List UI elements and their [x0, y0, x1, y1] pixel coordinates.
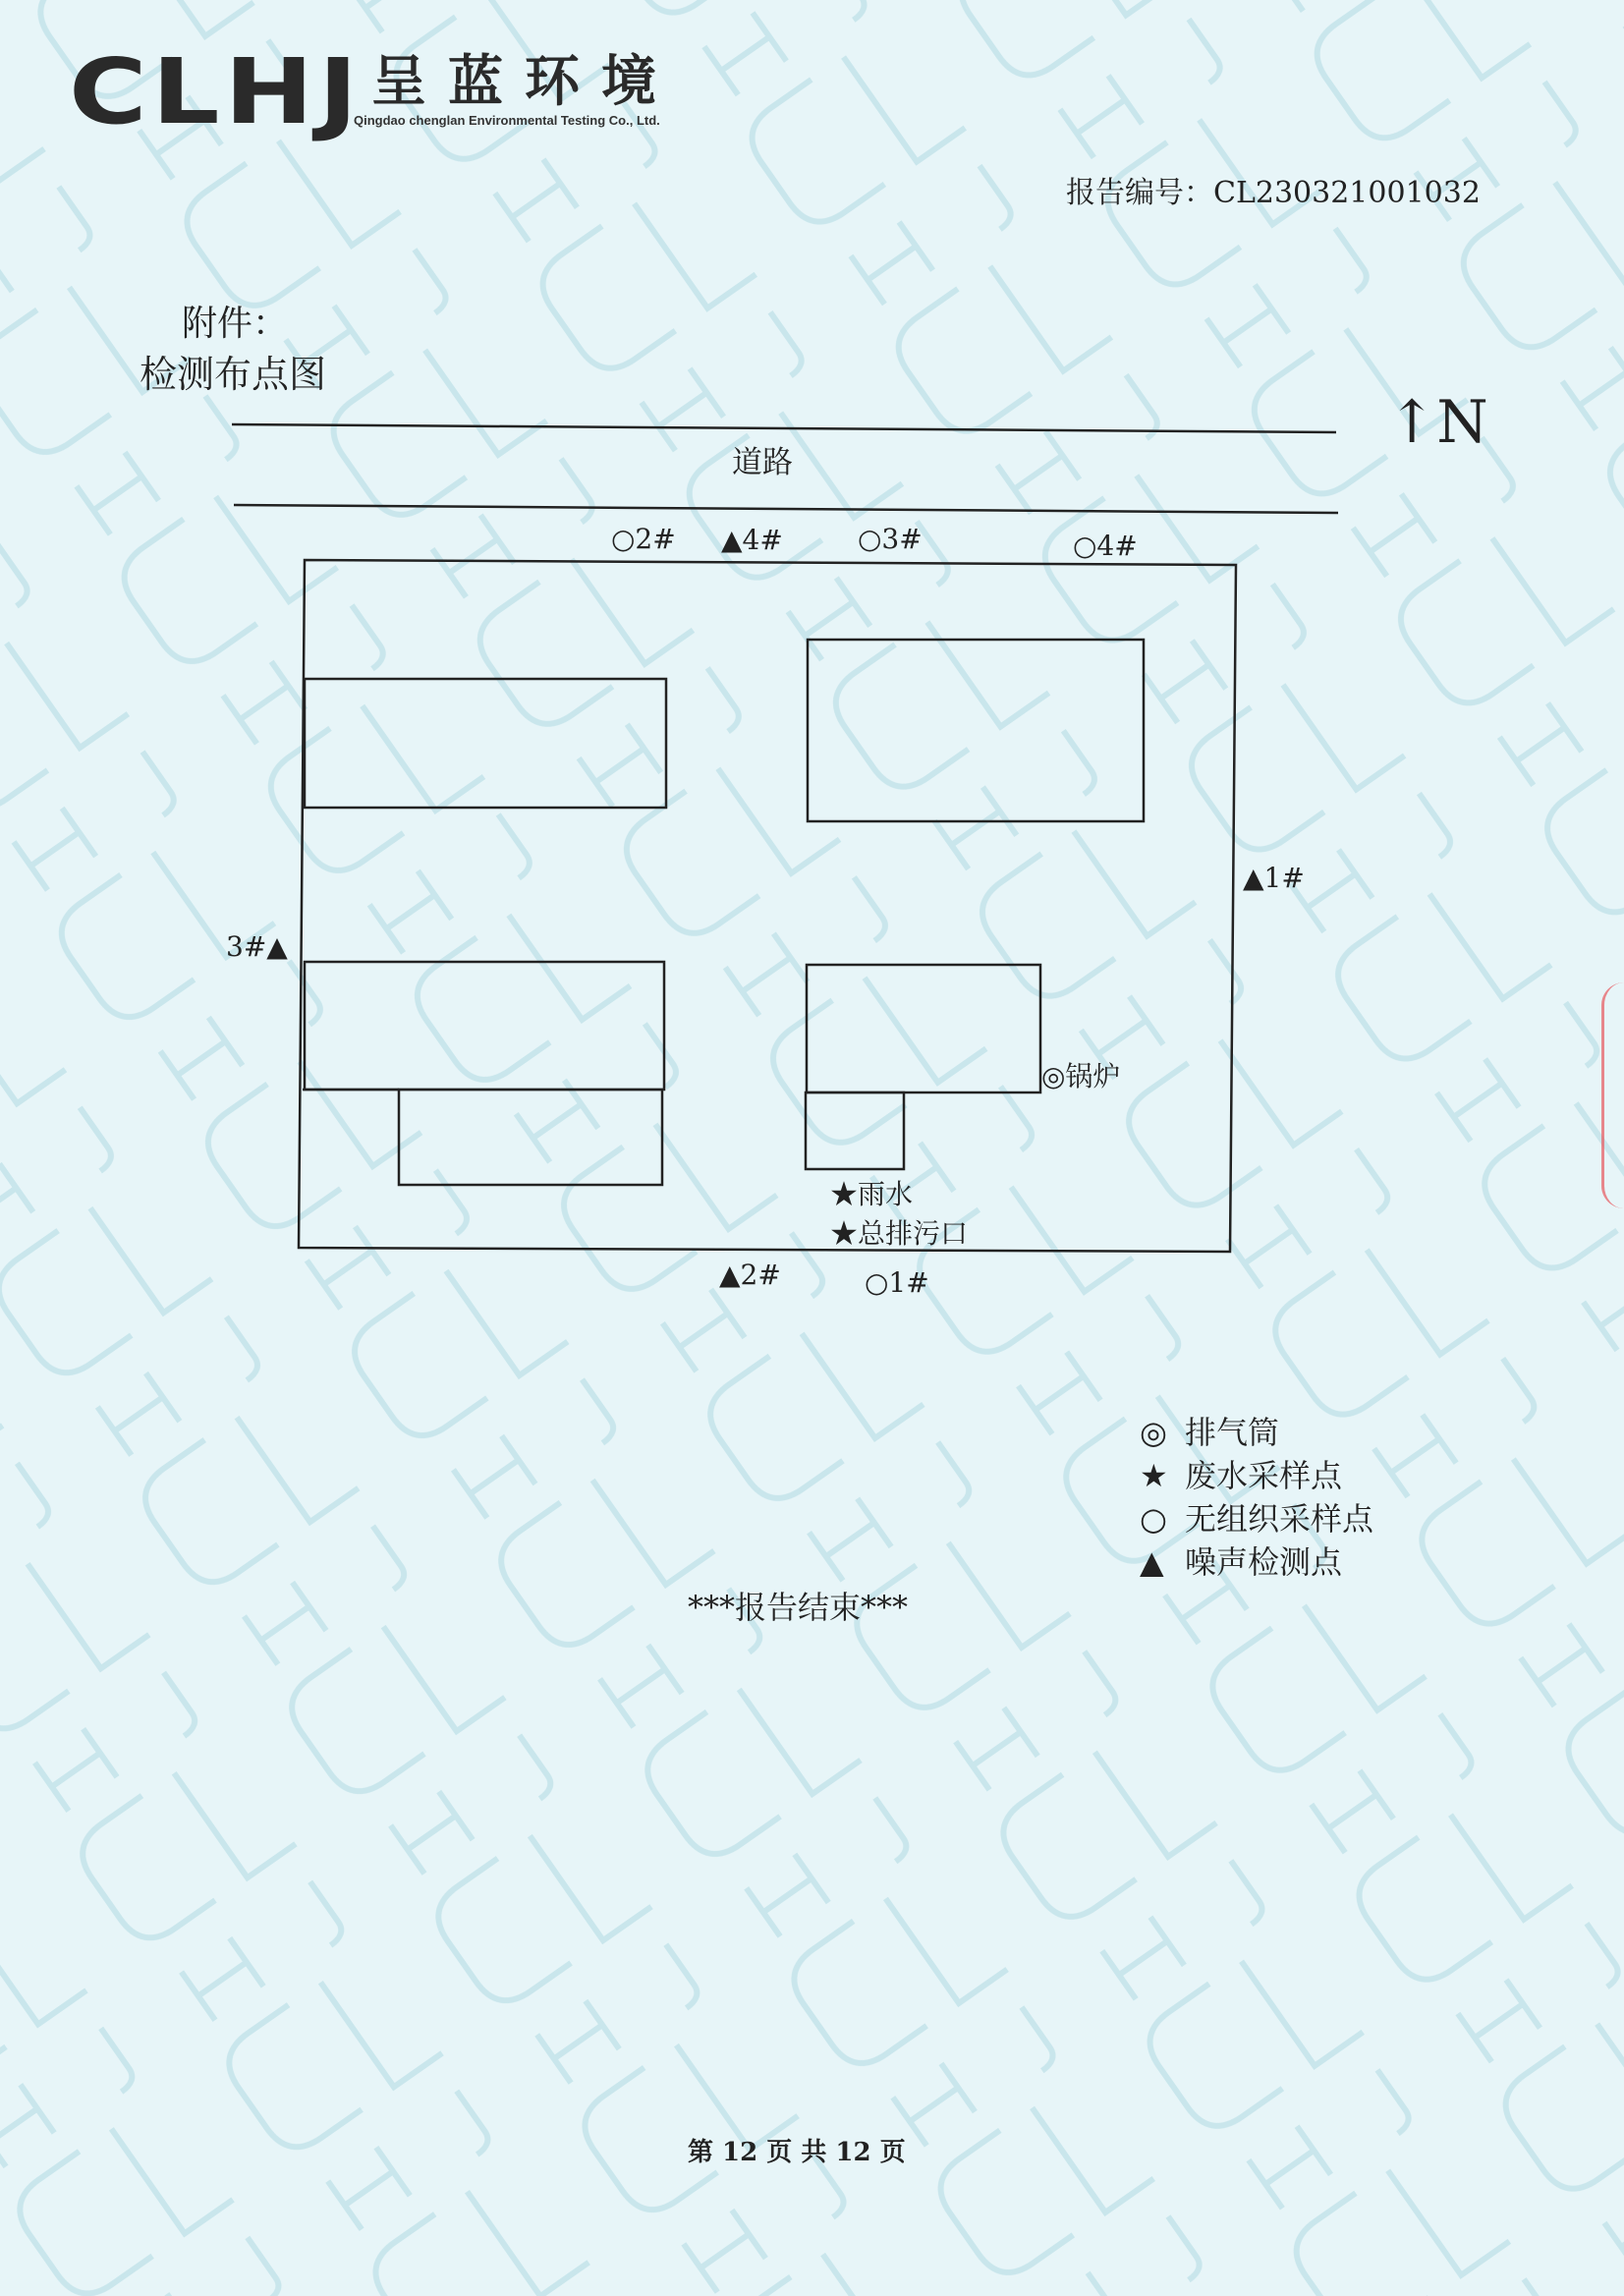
report-end-mark: ***报告结束***: [688, 1589, 909, 1626]
building-nw: [305, 679, 666, 808]
legend-item-noise: [1140, 1543, 1343, 1581]
company-name-en: Qingdao chenglan Environmental Testing Co., Ltd.: [354, 113, 660, 128]
building-e: [807, 965, 1040, 1092]
legend-label: 噪声检测点: [1185, 1543, 1343, 1581]
unorganized-point-2: ○2#: [611, 523, 676, 555]
attachment-title: 检测布点图: [140, 353, 327, 396]
legend-label: 排气筒: [1185, 1414, 1280, 1451]
unorganized-point-3: ○3#: [858, 523, 923, 555]
building-se-small: [806, 1092, 904, 1169]
sewage-outlet-point: ★总排污口: [830, 1217, 969, 1250]
legend-label: 无组织采样点: [1185, 1500, 1374, 1538]
legend-label: 废水采样点: [1185, 1457, 1343, 1494]
noise-point-3: 3#▲: [226, 930, 288, 963]
circle-icon: ○: [1140, 1500, 1167, 1538]
building-sw-inner: [399, 1090, 662, 1185]
legend-item-wastewater: [1140, 1457, 1343, 1494]
noise-point-4: ▲4#: [721, 524, 783, 556]
unorganized-point-4: ○4#: [1073, 530, 1138, 562]
building-w: [305, 962, 664, 1090]
road-label: 道路: [732, 445, 793, 480]
road-edge-south: [234, 505, 1338, 513]
road-edge-north: [232, 424, 1336, 432]
unorganized-point-1: ○1#: [865, 1266, 929, 1299]
star-icon: ★: [1140, 1457, 1168, 1494]
legend-item-unorganized: [1140, 1500, 1374, 1538]
company-name-cn: 呈蓝环境: [371, 50, 678, 114]
legend-item-exhaust: [1140, 1414, 1280, 1451]
noise-point-2: ▲2#: [719, 1259, 781, 1291]
attachment-label: 附件：: [182, 304, 289, 344]
exhaust-stack-icon: ◎: [1140, 1414, 1167, 1451]
rainwater-point: ★雨水: [830, 1178, 914, 1210]
boiler-stack: ◎锅炉: [1041, 1060, 1121, 1092]
north-arrow: ↑N: [1387, 388, 1488, 457]
site-boundary: [299, 560, 1236, 1252]
triangle-icon: ▲: [1140, 1543, 1164, 1581]
noise-point-1: ▲1#: [1243, 862, 1305, 894]
page-number: 第 12 页 共 12 页: [688, 2138, 906, 2167]
seal-stamp-edge: [1601, 982, 1624, 1208]
company-logo: CLHJ: [69, 39, 363, 144]
building-ne: [808, 640, 1144, 821]
report-number: 报告编号：CL230321001032: [1066, 176, 1481, 210]
